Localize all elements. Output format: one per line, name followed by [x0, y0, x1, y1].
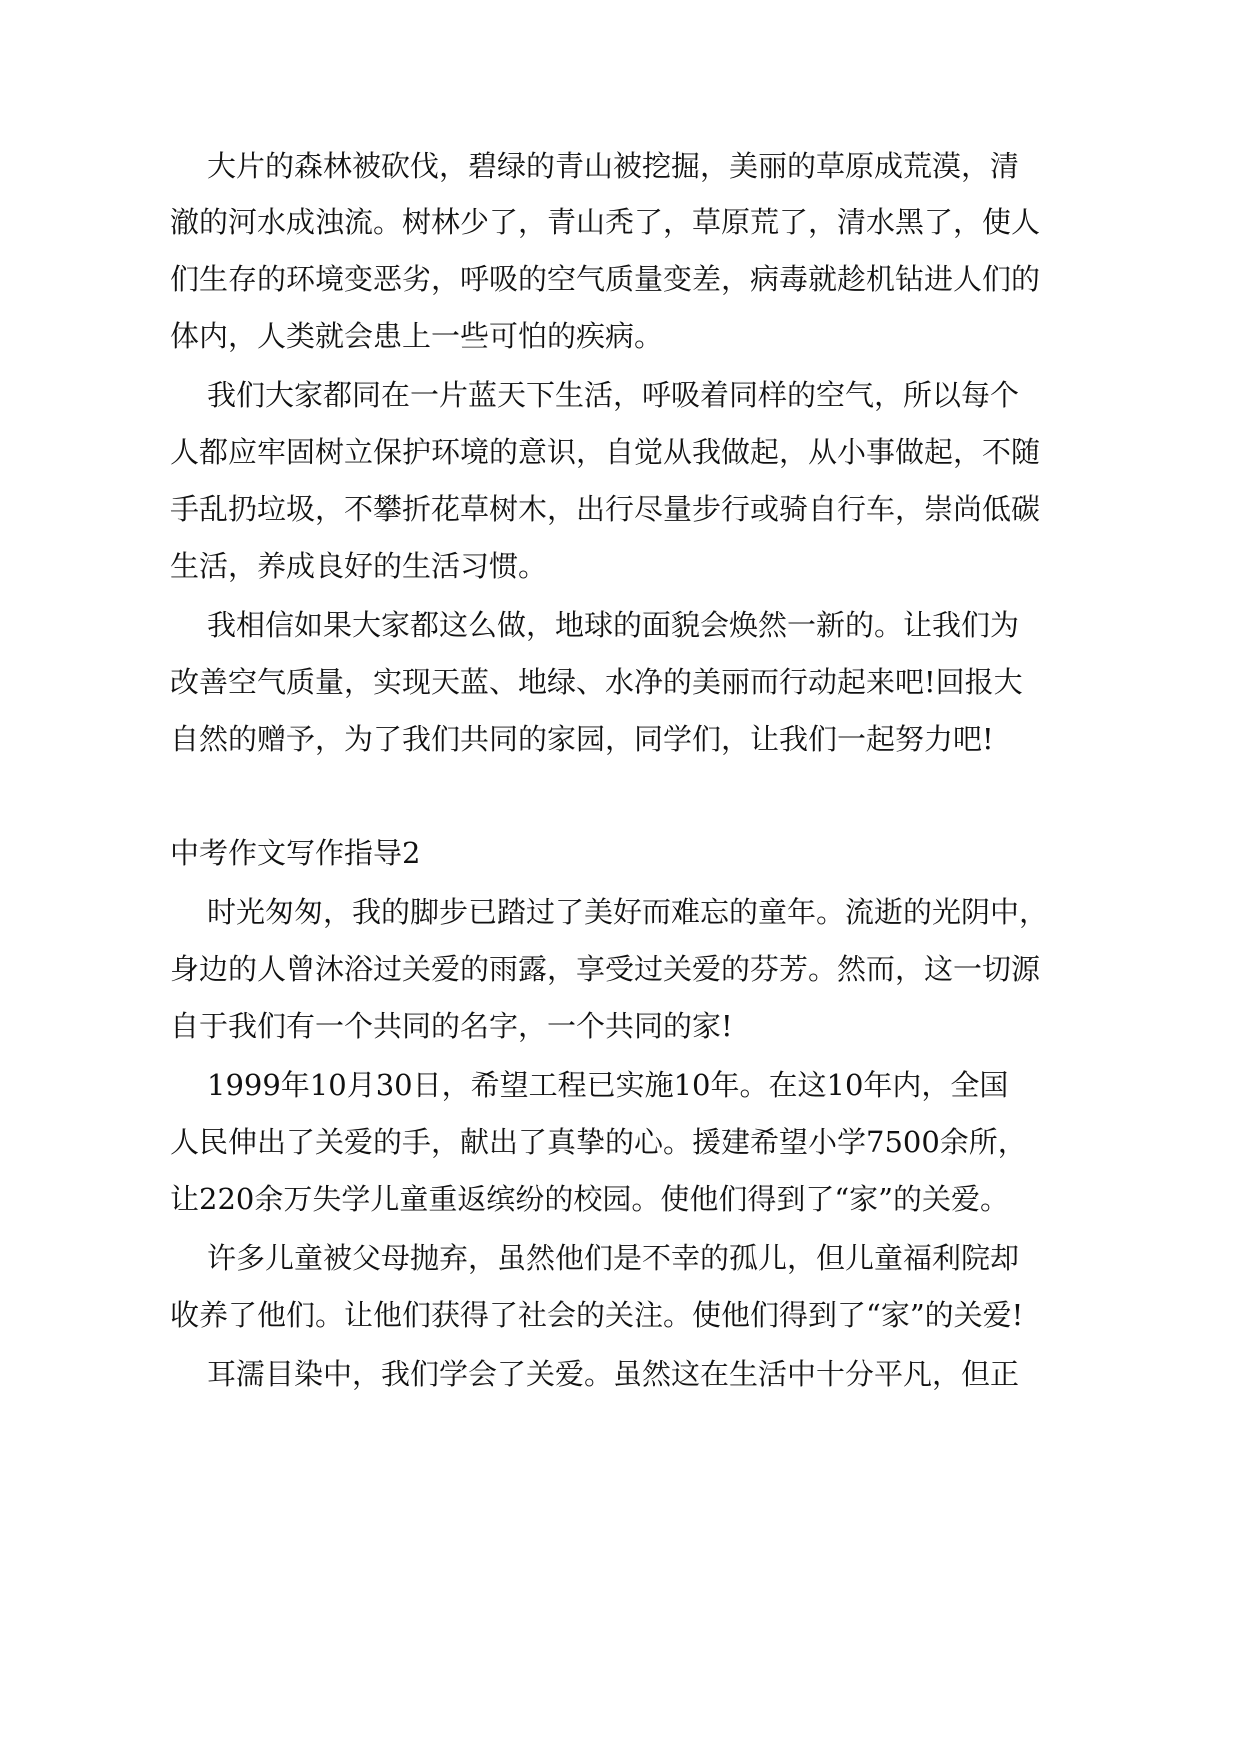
paragraph-6-line-1: 许多儿童被父母抛弃，虽然他们是不幸的孤儿，但儿童福利院却	[207, 1241, 1020, 1275]
paragraph-3-line-2: 改善空气质量，实现天蓝、地绿、水净的美丽而行动起来吧!回报大	[170, 665, 1023, 699]
paragraph-1-line-3: 们生存的环境变恶劣，呼吸的空气质量变差，病毒就趁机钻进人们的	[170, 262, 1041, 296]
paragraph-2-line-3: 手乱扔垃圾，不攀折花草树木，出行尽量步行或骑自行车，崇尚低碳	[170, 492, 1041, 526]
paragraph-2-line-2: 人都应牢固树立保护环境的意识，自觉从我做起，从小事做起，不随	[170, 435, 1041, 469]
paragraph-3-line-3: 自然的赠予，为了我们共同的家园，同学们，让我们一起努力吧!	[170, 722, 994, 756]
paragraph-4-line-2: 身边的人曾沐浴过关爱的雨露，享受过关爱的芬芳。然而，这一切源	[170, 952, 1041, 986]
paragraph-4-line-1: 时光匆匆，我的脚步已踏过了美好而难忘的童年。流逝的光阴中，	[207, 895, 1049, 929]
paragraph-7-line-1: 耳濡目染中，我们学会了关爱。虽然这在生活中十分平凡，但正	[207, 1357, 1020, 1391]
paragraph-2-line-4: 生活，养成良好的生活习惯。	[170, 549, 548, 583]
paragraph-1-line-2: 澈的河水成浊流。树林少了，青山秃了，草原荒了，清水黑了，使人	[170, 205, 1041, 239]
section-heading: 中考作文写作指导2	[170, 836, 421, 870]
paragraph-3-line-1: 我相信如果大家都这么做，地球的面貌会焕然一新的。让我们为	[207, 608, 1020, 642]
paragraph-5-line-2: 人民伸出了关爱的手，献出了真挚的心。援建希望小学7500余所，	[170, 1125, 1027, 1159]
paragraph-1-line-4: 体内，人类就会患上一些可怕的疾病。	[170, 319, 664, 353]
paragraph-5-line-3: 让220余万失学儿童重返缤纷的校园。使他们得到了“家”的关爱。	[170, 1182, 1010, 1216]
paragraph-4-line-3: 自于我们有一个共同的名字，一个共同的家!	[170, 1009, 733, 1043]
paragraph-6-line-2: 收养了他们。让他们获得了社会的关注。使他们得到了“家”的关爱!	[170, 1298, 1024, 1332]
paragraph-5-line-1: 1999年10月30日，希望工程已实施10年。在这10年内，全国	[207, 1068, 1009, 1102]
paragraph-2-line-1: 我们大家都同在一片蓝天下生活，呼吸着同样的空气，所以每个	[207, 378, 1020, 412]
paragraph-1-line-1: 大片的森林被砍伐，碧绿的青山被挖掘，美丽的草原成荒漠，清	[207, 149, 1020, 183]
